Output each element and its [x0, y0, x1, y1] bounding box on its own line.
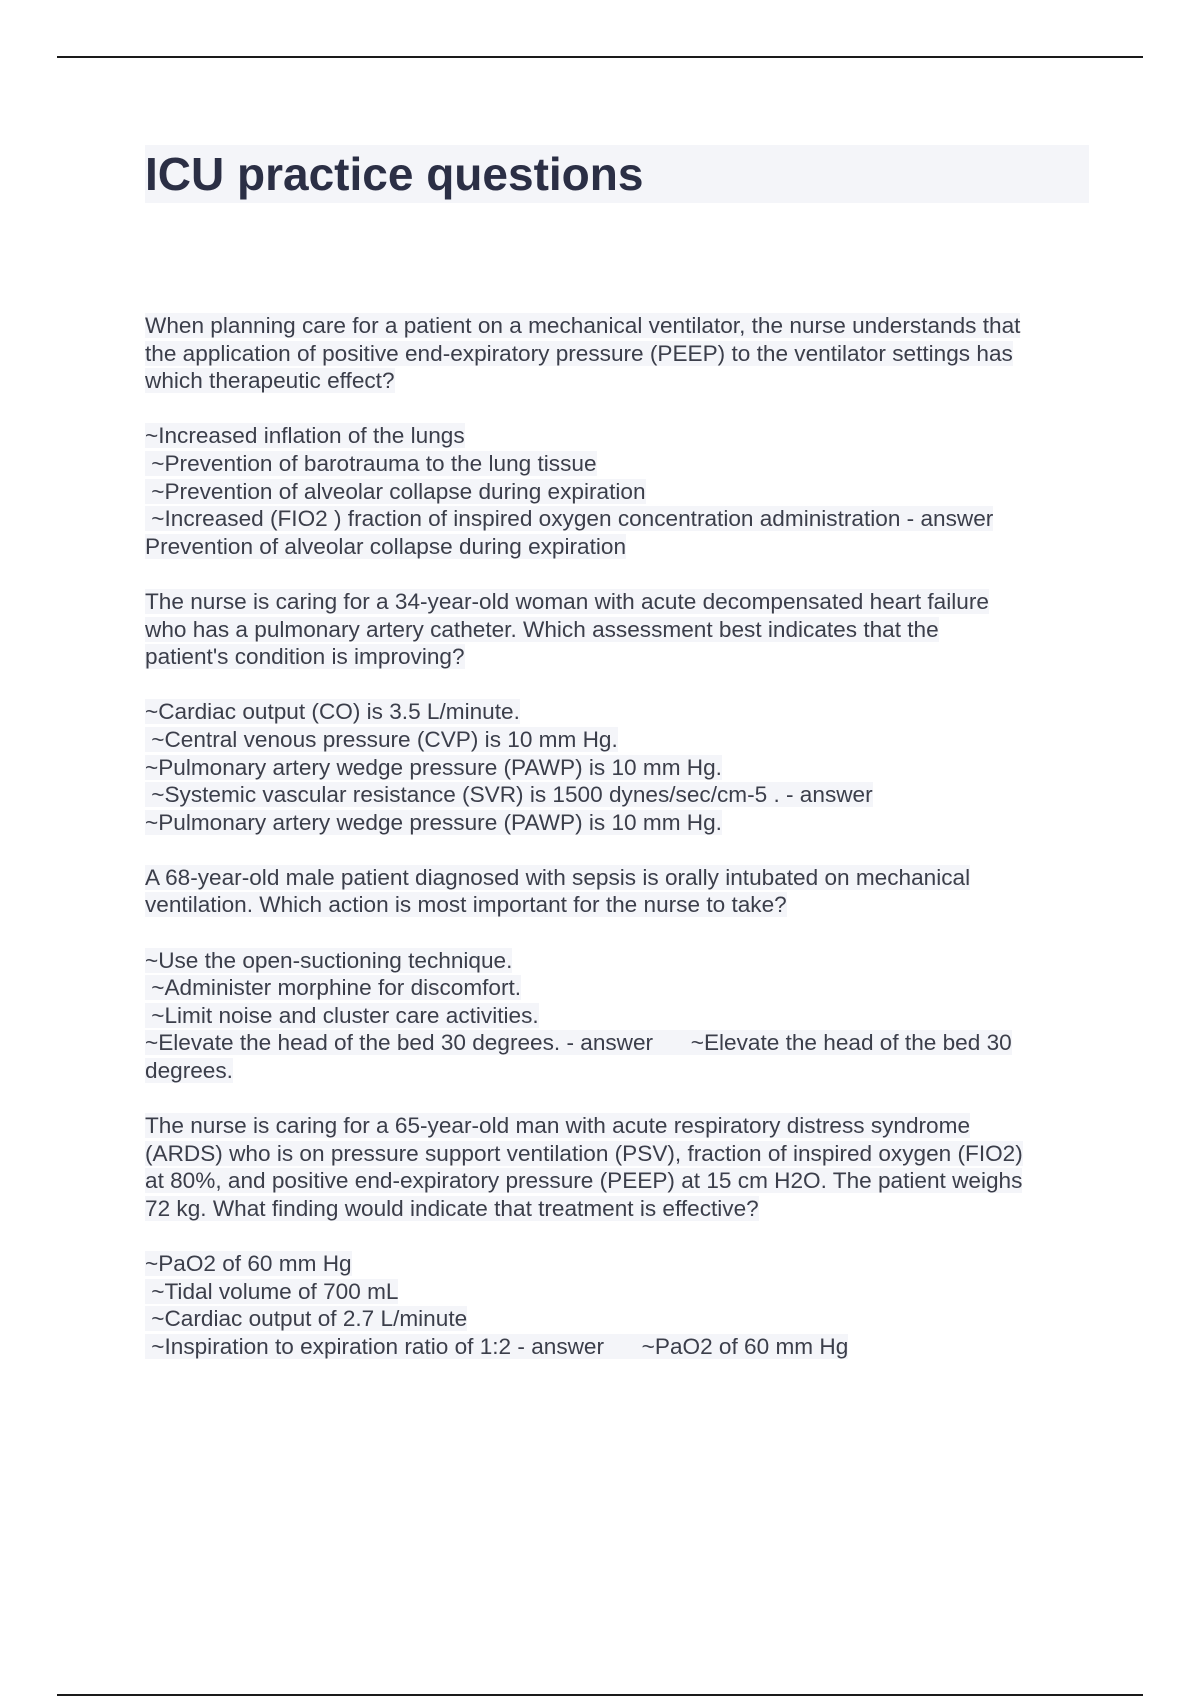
top-rule — [57, 56, 1143, 58]
question-stem-line: the application of positive end-expiratory pressure (PEEP) to the ventilator settings has — [145, 340, 1013, 366]
answer-option: ~Prevention of alveolar collapse during expiration — [145, 478, 646, 504]
question-block — [145, 312, 1095, 560]
answer-option: ~Increased inflation of the lungs — [145, 423, 465, 449]
question-stem-line: ventilation. Which action is most important for the nurse to take? — [145, 892, 787, 918]
question-stem-line: The nurse is caring for a 34-year-old woman with acute decompensated heart failure — [145, 588, 989, 614]
answer-option: ~Tidal volume of 700 mL — [145, 1278, 399, 1304]
question-stem-line: who has a pulmonary artery catheter. Which assessment best indicates that the — [145, 616, 939, 642]
answer-key: Prevention of alveolar collapse during expiration — [145, 533, 627, 559]
question-stem-line: The nurse is caring for a 65-year-old man with acute respiratory distress syndrome — [145, 1113, 971, 1139]
question-stem-line: When planning care for a patient on a mechanical ventilator, the nurse understands that — [145, 313, 1021, 338]
questions-body — [145, 312, 1095, 1361]
question-block — [145, 1112, 1095, 1360]
answer-option: ~Use the open-suctioning technique. — [145, 947, 513, 973]
answer-option: ~Administer morphine for discomfort. — [145, 975, 522, 1001]
question-stem-line: A 68-year-old male patient diagnosed with sepsis is orally intubated on mechanical — [145, 864, 971, 890]
question-block — [145, 864, 1095, 1085]
answer-option: ~Central venous pressure (CVP) is 10 mm Hg. — [145, 726, 618, 752]
question-stem-line: (ARDS) who is on pressure support ventilation (PSV), fraction of inspired oxygen (FIO2) — [145, 1140, 1023, 1166]
answer-key: ~Pulmonary artery wedge pressure (PAWP) is 10 mm Hg. — [145, 809, 722, 835]
question-block — [145, 588, 1095, 836]
answer-option: ~Increased (FIO2 ) fraction of inspired oxygen concentration administration - answer — [145, 506, 994, 532]
question-stem-line: 72 kg. What finding would indicate that treatment is effective? — [145, 1196, 759, 1221]
answer-key: degrees. — [145, 1058, 233, 1084]
question-stem-line: at 80%, and positive end-expiratory pressure (PEEP) at 15 cm H2O. The patient weighs — [145, 1168, 1023, 1194]
page-title: ICU practice questions — [145, 148, 644, 200]
answer-option: ~Cardiac output of 2.7 L/minute — [145, 1306, 468, 1332]
answer-option: ~Cardiac output (CO) is 3.5 L/minute. — [145, 699, 520, 725]
answer-option: ~Systemic vascular resistance (SVR) is 1500 dynes/sec/cm-5 . - answer — [145, 782, 873, 808]
answer-option: ~Pulmonary artery wedge pressure (PAWP) is 10 mm Hg. — [145, 754, 722, 780]
answer-option: ~PaO2 of 60 mm Hg — [145, 1251, 352, 1277]
answer-key: ~Inspiration to expiration ratio of 1:2 - answer ~PaO2 of 60 mm Hg — [145, 1333, 849, 1359]
question-stem-line: which therapeutic effect? — [145, 368, 395, 394]
answer-option: ~Prevention of barotrauma to the lung tissue — [145, 450, 597, 476]
bottom-rule — [57, 1694, 1143, 1696]
answer-option: ~Elevate the head of the bed 30 degrees. - answer ~Elevate the head of the bed 30 — [145, 1030, 1012, 1056]
answer-option: ~Limit noise and cluster care activities. — [145, 1002, 539, 1028]
question-stem-line: patient's condition is improving? — [145, 644, 465, 670]
